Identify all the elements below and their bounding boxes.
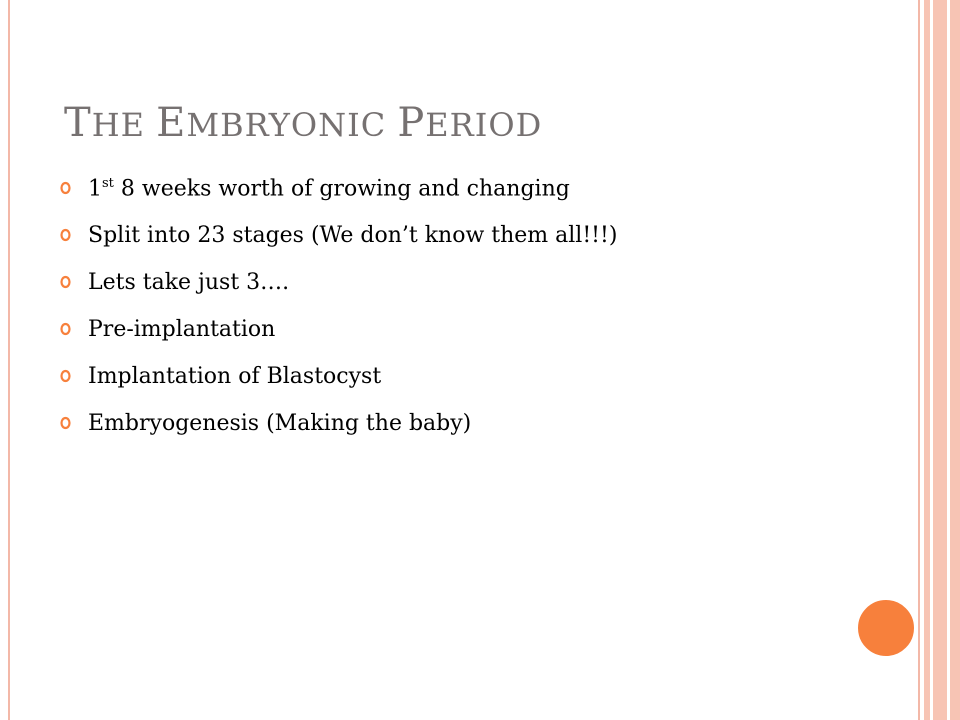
title-word-embryonic: EMBRYONIC — [156, 100, 387, 146]
list-item: Embryogenesis (Making the baby) — [60, 411, 617, 458]
list-item: Lets take just 3…. — [60, 270, 617, 317]
list-item: 1st 8 weeks worth of growing and changing — [60, 176, 617, 223]
orange-circle-decoration — [856, 598, 916, 658]
bullet-icon — [60, 322, 71, 336]
bullet-icon — [60, 369, 71, 383]
decorative-stripes — [920, 0, 960, 720]
bullet-icon — [60, 275, 71, 289]
list-item: Split into 23 stages (We don’t know them all!!!) — [60, 223, 617, 270]
title-word-the: THE — [64, 100, 145, 146]
title-word-period: PERIOD — [397, 100, 543, 146]
bullet-icon — [60, 181, 71, 195]
bullet-list — [60, 176, 617, 458]
bullet-icon — [60, 228, 71, 242]
list-item: Pre-implantation — [60, 317, 617, 364]
bullet-icon — [60, 416, 71, 430]
slide-title — [64, 100, 542, 146]
list-item: Implantation of Blastocyst — [60, 364, 617, 411]
